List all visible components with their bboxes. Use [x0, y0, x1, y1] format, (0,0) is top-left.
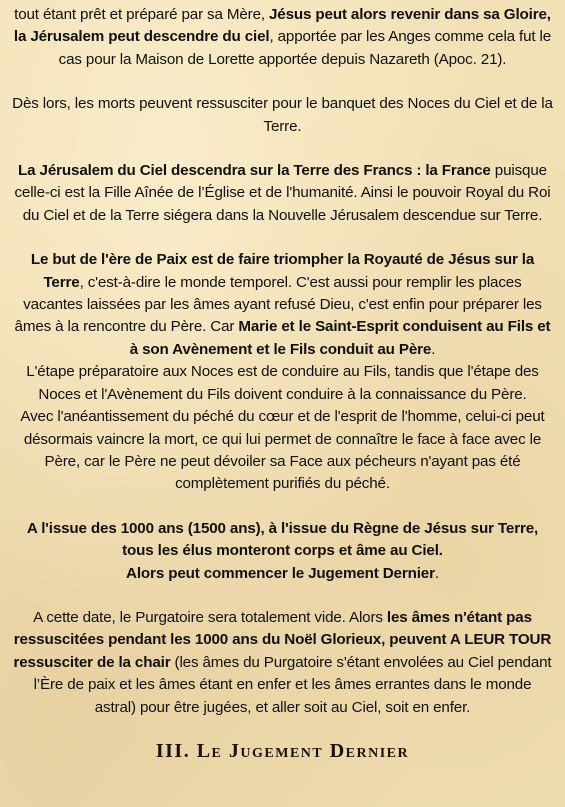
- bold-run: A l'issue des 1000 ans (1500 ans), à l'issue du Règne de Jésus sur Terre, tous les élus monteront corps et âme au Ciel.: [26, 519, 539, 560]
- bold-run: Alors peut commencer le Jugement Dernier: [126, 564, 435, 582]
- paragraph-purgatory-empty: [12, 607, 553, 719]
- text-run: L'étape préparatoire aux Noces est de conduire au Fils, tandis que l'étape des Noces et l'Avènement du Fils doivent conduire à la connaissance du Père.: [26, 363, 539, 403]
- text-run: .: [431, 340, 436, 358]
- bold-run: Marie et le Saint-Esprit conduisent au Fils et à son Avènement et le Fils conduit au Père: [129, 318, 551, 358]
- text-run: Avec l'anéantissement du péché du cœur et de l'esprit de l'homme, celui-ci peut désormais vaincre la mort, ce qui lui permet de connaître le face à face avec le Père, car le Père ne peut dévoiler sa Face aux pécheurs n'ayant pas été complètement purifiés du péché.: [20, 408, 545, 493]
- paragraph-face-to-face: [12, 406, 553, 496]
- bold-run: Le but de l'ère de Paix est de faire triompher la Royauté de Jésus sur la Terre: [30, 251, 535, 291]
- paragraph-jerusalem-france: [12, 160, 553, 227]
- paragraph-gap: [12, 227, 553, 249]
- bold-run: Jésus peut alors revenir dans sa Gloire, la Jérusalem peut descendre du ciel: [13, 6, 551, 46]
- text-run: , c'est-à-dire le monde temporel. C'est aussi pour remplir les places vacantes laissées par les âmes ayant refusé Dieu, c'est enfin pour préparer les âmes à la rencontre du Père. Car: [14, 273, 542, 336]
- paragraph-thousand-years: [12, 518, 553, 563]
- paragraph-resurrection: [12, 93, 553, 138]
- paragraph-preparatory-stage: [12, 361, 553, 406]
- bold-run: les âmes n'étant pas ressuscitées pendant les 1000 ans du Noël Glorieux, peuvent A LEUR TOUR ressusciter de la chair: [13, 608, 552, 671]
- text-run: tout étant prêt et préparé par sa Mère,: [14, 6, 270, 23]
- paragraph-return-glory: [12, 4, 553, 71]
- text-run: (les âmes du Purgatoire s'étant envolées au Ciel pendant l’Ère de paix et les âmes étant en enfer et les âmes errantes dans le monde astral) pour être jugées, et aller soit au Ciel, soit en enfer.: [33, 653, 552, 716]
- paragraph-gap: [12, 71, 553, 93]
- paragraph-last-judgment-begins: [12, 563, 553, 585]
- paragraph-era-of-peace: [12, 249, 553, 361]
- text-run: A cette date, le Purgatoire sera totalement vide. Alors: [33, 608, 387, 626]
- bold-run: La Jérusalem du Ciel descendra sur la Terre des Francs : la France: [18, 162, 491, 180]
- paragraph-gap: [12, 585, 553, 607]
- paragraph-gap: [12, 138, 553, 160]
- text-run: , apportée par les Anges comme cela fut le cas pour la Maison de Lorette apportée depuis Nazareth (Apoc. 21).: [58, 28, 552, 68]
- paragraph-gap: [12, 496, 553, 518]
- text-run: puisque celle-ci est la Fille Aînée de l’Église et de l'humanité. Ainsi le pouvoir Royal du Roi du Ciel et de la Terre siégera dans la Nouvelle Jérusalem descendue sur Terre.: [14, 162, 551, 224]
- section-heading: III. Le Jugement Dernier: [155, 740, 410, 762]
- text-run: Dès lors, les morts peuvent ressusciter pour le banquet des Noces du Ciel et de la Terre.: [12, 95, 553, 135]
- text-run: .: [434, 564, 439, 582]
